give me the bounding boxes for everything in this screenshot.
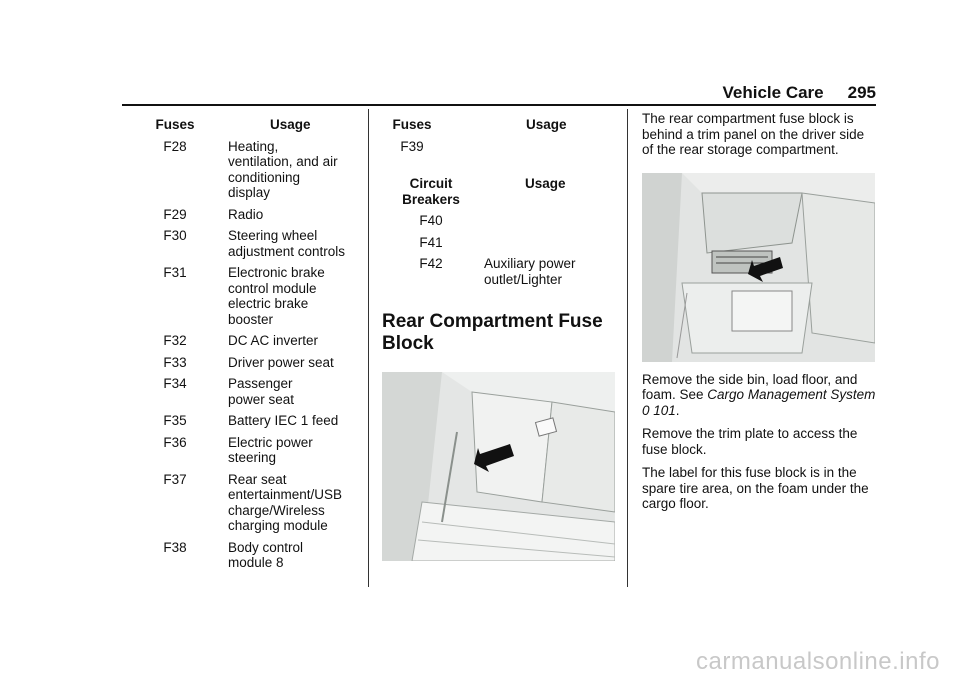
col-header-fuses: Fuses	[155, 117, 195, 132]
fuse-usage: Auxiliary power outlet/Lighter	[484, 256, 576, 287]
cargo-area-illustration	[382, 372, 615, 561]
fuse-usage: Body control module 8	[228, 539, 304, 570]
table-row	[140, 207, 362, 223]
page-reference: 0 101	[642, 402, 676, 418]
table-row	[382, 256, 617, 287]
fuse-id: F28	[163, 138, 187, 154]
fuse-usage: Steering wheel adjustment controls	[228, 228, 346, 259]
col-header-usage: Usage	[270, 117, 311, 132]
table-header	[140, 117, 362, 133]
col-header-usage: Usage	[526, 117, 567, 132]
fuse-id: F36	[163, 434, 187, 450]
fuse-id: F32	[163, 333, 187, 348]
circuit-breaker-body	[382, 213, 617, 287]
fuse-id: F38	[163, 539, 187, 555]
table-row	[382, 235, 617, 251]
table-row	[382, 213, 617, 229]
table-row	[140, 435, 362, 466]
intro-paragraph: The rear compartment fuse block is behind a trim panel on the driver side of the rear storage compartment.	[642, 111, 865, 157]
fuse-id: F37	[163, 471, 187, 487]
col-header-circuit-breakers: Circuit Breakers	[402, 176, 460, 207]
table-row	[140, 413, 362, 429]
fuse-usage: Heating, ventilation, and air conditioning display	[228, 138, 338, 200]
section-title: Rear Compartment Fuse Block	[382, 311, 603, 354]
table-body	[140, 139, 362, 571]
fuse-block-illustration	[642, 173, 875, 362]
circuit-breaker-header	[382, 176, 617, 207]
column-2	[382, 117, 617, 561]
page-number: 295	[847, 83, 876, 102]
fuse-usage: Electronic brake control module electric brake booster	[228, 265, 325, 327]
fuse-id: F40	[419, 213, 443, 228]
fuse-usage: DC AC inverter	[228, 333, 319, 348]
column-divider-1	[368, 109, 369, 587]
fuse-id: F41	[419, 234, 443, 250]
table-row	[140, 228, 362, 259]
fuse-id: F33	[163, 354, 187, 370]
col-header-fuses: Fuses	[392, 117, 432, 132]
table-row	[140, 540, 362, 571]
column-divider-2	[627, 109, 628, 587]
fuse-id: F29	[163, 206, 187, 222]
table-row	[140, 376, 362, 407]
table-row	[140, 355, 362, 371]
fuse-usage	[480, 235, 617, 251]
label-location-paragraph: The label for this fuse block is in the spare tire area, on the foam under the cargo floor.	[642, 465, 869, 511]
column-3	[642, 111, 878, 520]
watermark: carmanualsonline.info	[696, 648, 940, 675]
table-body	[382, 139, 617, 155]
fuse-id: F30	[163, 228, 187, 243]
fuse-usage	[480, 213, 617, 229]
header-rule	[122, 104, 876, 106]
fuse-usage: Driver power seat	[228, 354, 334, 370]
page-header	[122, 83, 876, 103]
fuse-usage: Radio	[228, 206, 264, 222]
section-name: Vehicle Care	[722, 83, 824, 102]
fuse-usage: Passenger power seat	[228, 376, 295, 407]
fuse-id: F31	[163, 265, 187, 280]
step-2-paragraph: Remove the trim plate to access the fuse block.	[642, 426, 858, 457]
table-header	[382, 117, 617, 133]
fuse-id: F42	[419, 256, 443, 271]
table-row	[382, 139, 617, 155]
fuse-usage: Electric power steering	[228, 434, 313, 465]
fuse-id: F39	[400, 138, 424, 154]
fuse-id: F34	[163, 376, 187, 391]
fuse-id: F35	[163, 413, 187, 428]
col-header-usage: Usage	[525, 176, 566, 191]
fuse-table-1	[140, 117, 362, 577]
step-1-paragraph: Remove the side bin, load floor, and foam. See Cargo Management System 0 101.	[642, 371, 876, 418]
fuse-usage	[442, 139, 617, 155]
table-row	[140, 139, 362, 201]
cross-reference-link[interactable]: Cargo Management System	[707, 387, 876, 402]
table-row	[140, 333, 362, 349]
fuse-usage: Battery IEC 1 feed	[228, 413, 339, 428]
fuse-usage: Rear seat entertainment/USB charge/Wireless charging module	[228, 471, 343, 533]
table-row	[140, 265, 362, 327]
table-row	[140, 472, 362, 534]
